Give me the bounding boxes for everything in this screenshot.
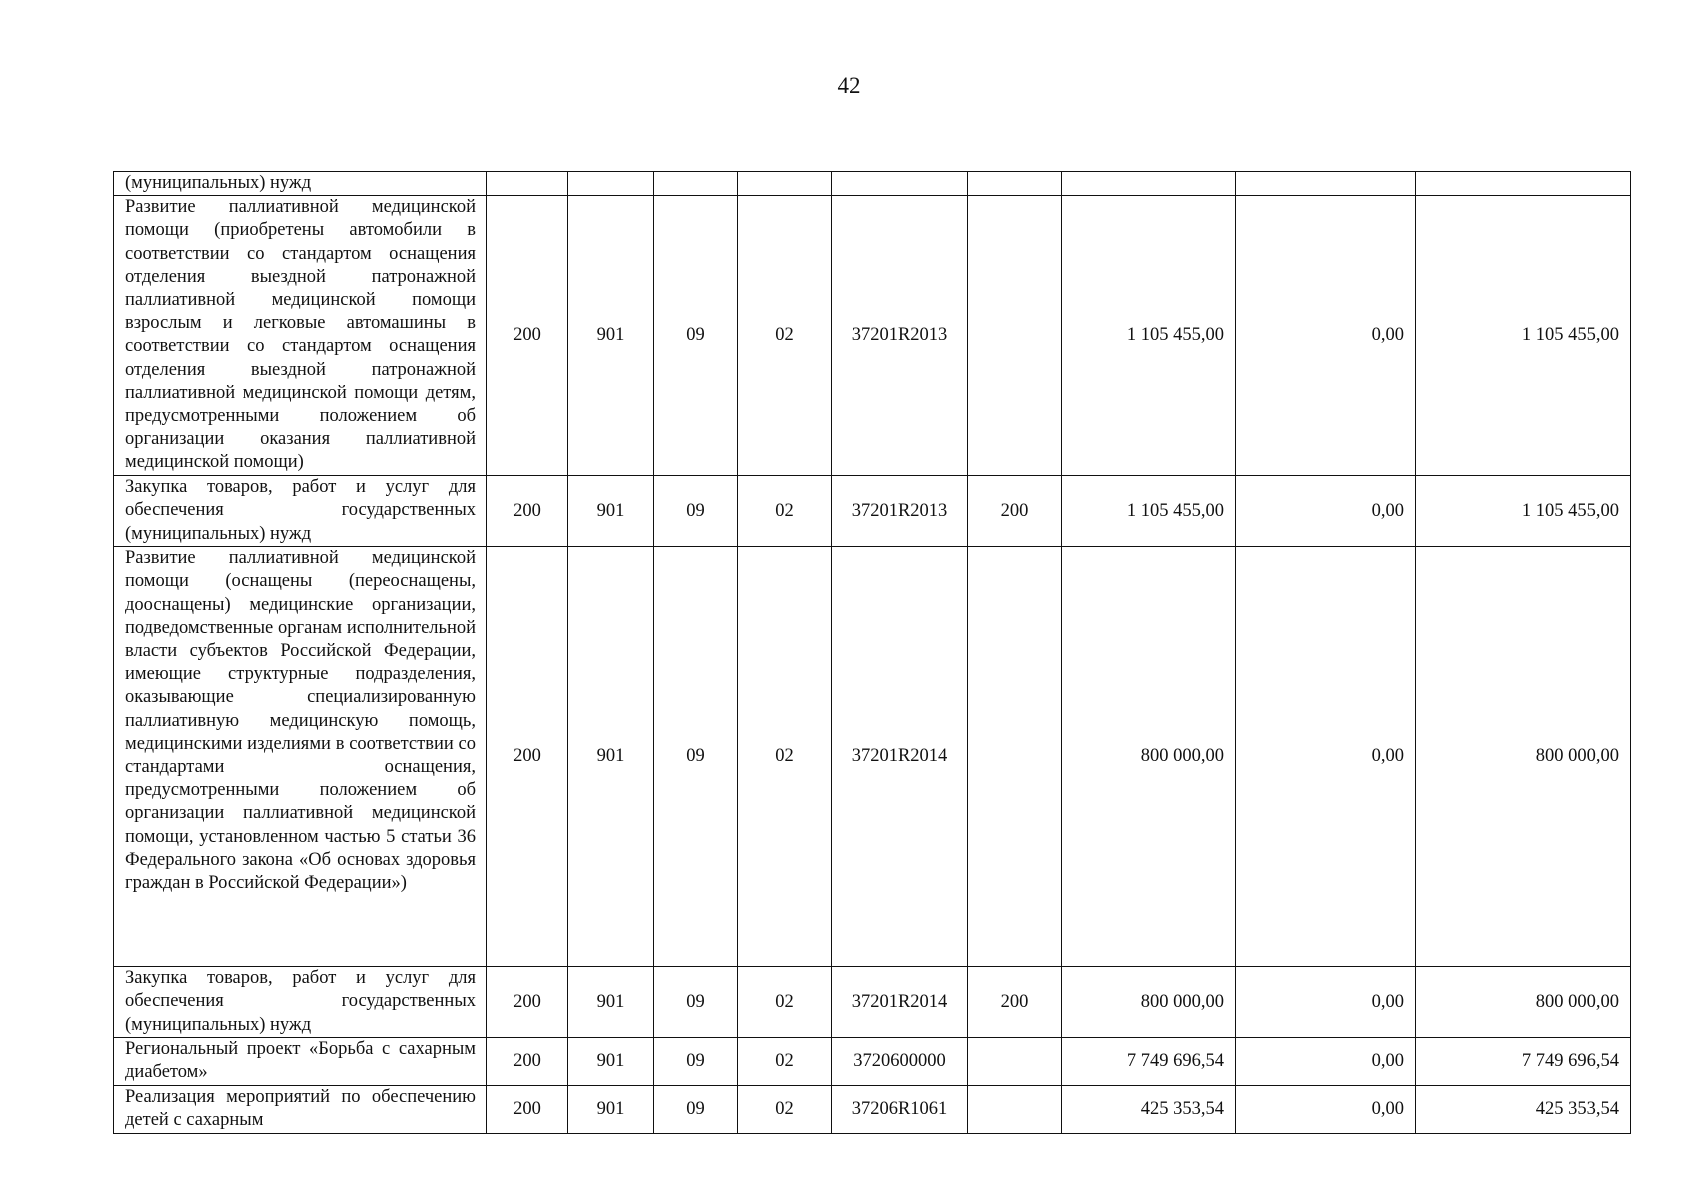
cell-amount-2: 0,00 [1236, 196, 1416, 476]
cell-code-4: 02 [738, 476, 832, 547]
cell-target-article: 37206R1061 [832, 1086, 968, 1133]
cell-code-2: 901 [568, 196, 654, 476]
cell-code-2: 901 [568, 1086, 654, 1133]
table-row [114, 172, 1631, 196]
cell-code-3: 09 [654, 1086, 738, 1133]
cell-code-3: 09 [654, 967, 738, 1038]
cell-amount-1: 800 000,00 [1062, 547, 1236, 967]
cell-amount-2 [1236, 172, 1416, 196]
cell-code-4: 02 [738, 196, 832, 476]
cell-code-3: 09 [654, 547, 738, 967]
cell-amount-1 [1062, 172, 1236, 196]
cell-code-2: 901 [568, 547, 654, 967]
budget-table [113, 171, 1631, 1134]
cell-amount-2: 0,00 [1236, 1086, 1416, 1133]
cell-amount-1: 1 105 455,00 [1062, 476, 1236, 547]
table-row [114, 547, 1631, 967]
cell-amount-1: 800 000,00 [1062, 967, 1236, 1038]
cell-code-1 [487, 172, 568, 196]
cell-amount-1: 1 105 455,00 [1062, 196, 1236, 476]
cell-amount-3: 1 105 455,00 [1416, 476, 1631, 547]
cell-expense-type [968, 547, 1062, 967]
cell-target-article: 3720600000 [832, 1038, 968, 1086]
cell-code-2: 901 [568, 967, 654, 1038]
cell-code-2 [568, 172, 654, 196]
cell-target-article: 37201R2014 [832, 967, 968, 1038]
cell-code-1: 200 [487, 1086, 568, 1133]
cell-amount-3: 800 000,00 [1416, 547, 1631, 967]
cell-expense-type: 200 [968, 476, 1062, 547]
row-description: Закупка товаров, работ и услуг для обеспечения государственных (муниципальных) нужд [114, 476, 487, 547]
cell-code-2: 901 [568, 476, 654, 547]
cell-expense-type [968, 196, 1062, 476]
cell-code-3: 09 [654, 196, 738, 476]
cell-expense-type [968, 1086, 1062, 1133]
row-description: Закупка товаров, работ и услуг для обеспечения государственных (муниципальных) нужд [114, 967, 487, 1038]
cell-amount-2: 0,00 [1236, 476, 1416, 547]
cell-target-article: 37201R2013 [832, 196, 968, 476]
table-row [114, 476, 1631, 547]
table-row [114, 967, 1631, 1038]
cell-code-1: 200 [487, 1038, 568, 1086]
cell-target-article [832, 172, 968, 196]
cell-target-article: 37201R2013 [832, 476, 968, 547]
cell-amount-3: 800 000,00 [1416, 967, 1631, 1038]
cell-code-1: 200 [487, 476, 568, 547]
cell-amount-3: 1 105 455,00 [1416, 196, 1631, 476]
cell-amount-3: 7 749 696,54 [1416, 1038, 1631, 1086]
cell-code-4: 02 [738, 1038, 832, 1086]
cell-code-1: 200 [487, 196, 568, 476]
row-description: Региональный проект «Борьба с сахарным диабетом» [114, 1038, 487, 1086]
cell-code-4: 02 [738, 1086, 832, 1133]
cell-amount-2: 0,00 [1236, 547, 1416, 967]
cell-code-3: 09 [654, 1038, 738, 1086]
row-description: Реализация мероприятий по обеспечению детей с сахарным [114, 1086, 487, 1133]
cell-code-3: 09 [654, 476, 738, 547]
cell-code-3 [654, 172, 738, 196]
cell-amount-1: 425 353,54 [1062, 1086, 1236, 1133]
cell-expense-type [968, 172, 1062, 196]
cell-code-1: 200 [487, 547, 568, 967]
row-description: (муниципальных) нужд [114, 172, 487, 196]
cell-amount-3: 425 353,54 [1416, 1086, 1631, 1133]
cell-code-4: 02 [738, 547, 832, 967]
cell-amount-1: 7 749 696,54 [1062, 1038, 1236, 1086]
cell-target-article: 37201R2014 [832, 547, 968, 967]
cell-expense-type [968, 1038, 1062, 1086]
page-number: 42 [837, 73, 861, 98]
cell-code-4: 02 [738, 967, 832, 1038]
cell-amount-3 [1416, 172, 1631, 196]
row-description: Развитие паллиативной медицинской помощи (приобретены автомобили в соответствии со стандартом оснащения отделения выездной патронажной паллиативной медицинской помощи взрослым и легковые автомашины в соответствии со стандартом оснащения отделения выездной патронажной паллиативной медицинской помощи детям, предусмотренными положением об организации оказания паллиативной медицинской помощи) [114, 196, 487, 476]
cell-code-1: 200 [487, 967, 568, 1038]
table-row [114, 196, 1631, 476]
table-row [114, 1086, 1631, 1133]
row-description: Развитие паллиативной медицинской помощи (оснащены (переоснащены, дооснащены) медицинские организации, подведомственные органам исполнительной власти субъектов Российской Федерации, имеющие структурные подразделения, оказывающие специализированную паллиативную медицинскую помощь, медицинскими изделиями в соответствии со стандартами оснащения, предусмотренными положением об организации паллиативной медицинской помощи, установленном частью 5 статьи 36 Федерального закона «Об основах здоровья граждан в Российской Федерации») [114, 547, 487, 967]
table-row [114, 1038, 1631, 1086]
cell-amount-2: 0,00 [1236, 1038, 1416, 1086]
cell-code-4 [738, 172, 832, 196]
cell-amount-2: 0,00 [1236, 967, 1416, 1038]
cell-expense-type: 200 [968, 967, 1062, 1038]
cell-code-2: 901 [568, 1038, 654, 1086]
